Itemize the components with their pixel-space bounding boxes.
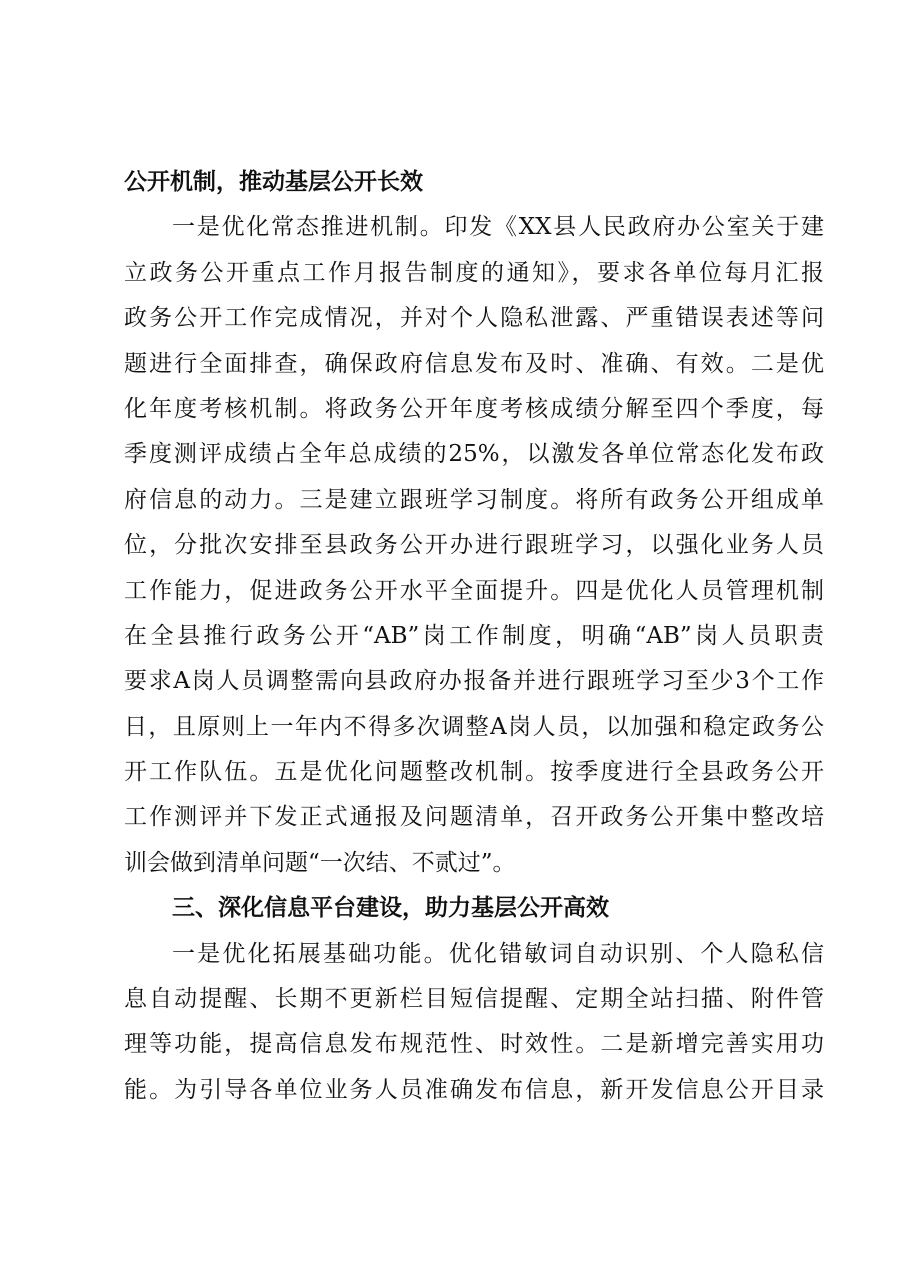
- paragraph-line: 要求A岗人员调整需向县政府办报备并进行跟班学习至少3个工作: [124, 668, 824, 695]
- paragraph-line: 府信息的动力。三是建立跟班学习制度。将所有政务公开组成单: [124, 486, 824, 513]
- paragraph-platform: [124, 932, 824, 1114]
- paragraph-line: 开工作队伍。五是优化问题整改机制。按季度进行全县政务公开: [124, 759, 824, 786]
- paragraph-line: 立政务公开重点工作月报告制度的通知》，要求各单位每月汇报: [124, 259, 824, 286]
- paragraph-line: 训会做到清单问题“一次结、不贰过”。: [124, 849, 516, 876]
- section-heading-continued: 公开机制，推动基层公开长效: [124, 169, 423, 195]
- paragraph-line: 题进行全面排查，确保政府信息发布及时、准确、有效。二是优: [124, 350, 824, 377]
- document-body: [124, 160, 824, 1113]
- paragraph-line: 化年度考核机制。将政务公开年度考核成绩分解至四个季度，每: [124, 395, 824, 422]
- paragraph-line: 一是优化常态推进机制。印发《XX县人民政府办公室关于建: [172, 214, 824, 241]
- paragraph-line: 季度测评成绩占全年总成绩的25%，以激发各单位常态化发布政: [124, 441, 824, 468]
- paragraph-line: 在全县推行政务公开“AB”岗工作制度，明确“AB”岗人员职责: [124, 622, 824, 649]
- paragraph-line: 理等功能，提高信息发布规范性、时效性。二是新增完善实用功: [124, 1031, 824, 1058]
- paragraph-line: 日，且原则上一年内不得多次调整A岗人员，以加强和稳定政务公: [124, 713, 824, 740]
- paragraph-line: 工作测评并下发正式通报及问题清单，召开政务公开集中整改培: [124, 804, 824, 831]
- paragraph-line: 能。为引导各单位业务人员准确发布信息，新开发信息公开目录: [124, 1076, 824, 1103]
- paragraph-line: 工作能力，促进政务公开水平全面提升。四是优化人员管理机制: [124, 577, 824, 604]
- paragraph-line: 一是优化拓展基础功能。优化错敏词自动识别、个人隐私信: [172, 940, 824, 967]
- paragraph-line: 政务公开工作完成情况，并对个人隐私泄露、严重错误表述等问: [124, 305, 824, 332]
- paragraph-mechanisms: [124, 205, 824, 886]
- section-heading-three: 三、深化信息平台建设，助力基层公开高效: [172, 895, 609, 922]
- paragraph-line: 息自动提醒、长期不更新栏目短信提醒、定期全站扫描、附件管: [124, 986, 824, 1013]
- paragraph-line: 位，分批次安排至县政务公开办进行跟班学习，以强化业务人员: [124, 532, 824, 559]
